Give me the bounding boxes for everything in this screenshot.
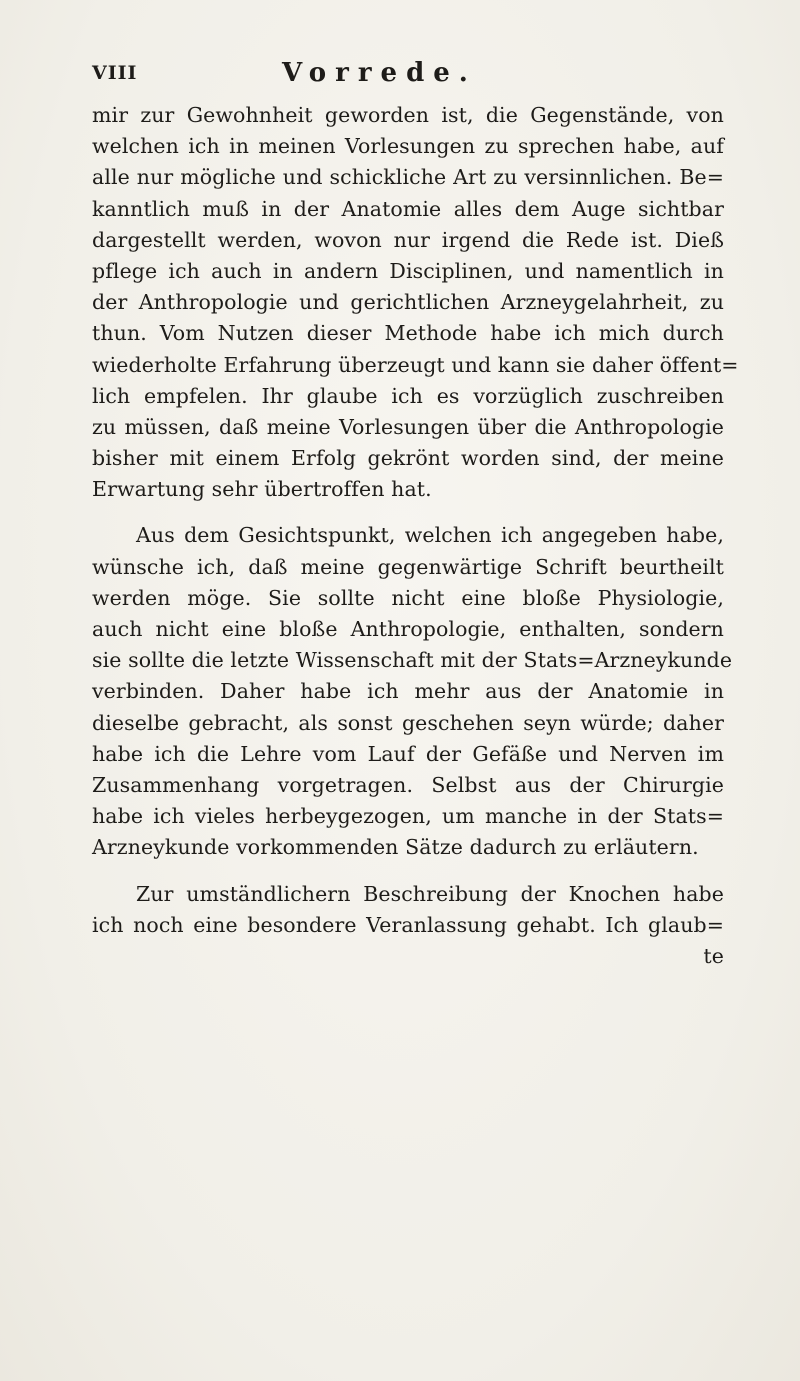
text-line: welchen ich in meinen Vorlesungen zu sprechen habe, auf [92, 134, 724, 159]
text-line: auch nicht eine bloße Anthropologie, enthalten, sondern [92, 617, 724, 641]
text-line: wünsche ich, daß meine gegenwärtige Schrift beurtheilt [92, 554, 724, 579]
text-line: kanntlich muß in der Anatomie alles dem Auge sichtbar [92, 196, 724, 221]
text-line: verbinden. Daher habe ich mehr aus der Anatomie in [92, 679, 724, 704]
paragraph [92, 879, 724, 973]
text-line: zu müssen, daß meine Vorlesungen über die Anthropologie [92, 414, 724, 439]
paragraph [92, 520, 733, 863]
text-line: Arzneykunde vorkommenden Sätze dadurch zu erläutern. [92, 835, 699, 860]
text-line: thun. Vom Nutzen dieser Methode habe ich mich durch [92, 321, 724, 346]
text-line: ich noch eine besondere Veranlassung gehabt. Ich glaub= [92, 912, 724, 937]
text-line: dargestellt werden, wovon nur irgend die Rede ist. Dieß [92, 227, 724, 252]
paragraph-gap [92, 864, 724, 879]
text-line: der Anthropologie und gerichtlichen Arzneygelahrheit, zu [92, 290, 724, 315]
text-line: Erwartung sehr übertroffen hat. [92, 477, 432, 502]
body-text [92, 100, 739, 972]
text-line: Zusammenhang vorgetragen. Selbst aus der Chirurgie [92, 772, 724, 797]
text-line: sie sollte die letzte Wissenschaft mit der Stats=Arzneykunde [92, 648, 733, 673]
text-line: wiederholte Erfahrung überzeugt und kann sie daher öffent= [92, 352, 739, 377]
text-line: Zur umständlichern Beschreibung der Knochen habe [136, 881, 724, 906]
text-line: werden möge. Sie sollte nicht eine bloße Physiologie, [92, 585, 724, 610]
paragraph-gap [92, 505, 724, 520]
text-line: Aus dem Gesichtspunkt, welchen ich angegeben habe, [136, 523, 724, 548]
text-line: dieselbe gebracht, als sonst geschehen seyn würde; daher [92, 710, 724, 735]
text-line: alle nur mögliche und schickliche Art zu versinnlichen. Be= [92, 165, 724, 190]
text-line: bisher mit einem Erfolg gekrönt worden sind, der meine [92, 446, 724, 471]
paragraph [92, 100, 739, 505]
text-line: mir zur Gewohnheit geworden ist, die Gegenstände, von [92, 103, 724, 127]
text-line: pflege ich auch in andern Disciplinen, und namentlich in [92, 258, 724, 283]
text-line: habe ich vieles herbeygezogen, um manche in der Stats= [92, 804, 724, 829]
text-line: habe ich die Lehre vom Lauf der Gefäße und Nerven im [92, 741, 724, 766]
running-title: Vorrede. [282, 58, 477, 88]
text-line: lich empfelen. Ihr glaube ich es vorzüglich zuschreiben [92, 383, 724, 408]
page-number: VIII [92, 62, 138, 84]
catchword: te [703, 943, 724, 968]
running-head [92, 58, 732, 92]
